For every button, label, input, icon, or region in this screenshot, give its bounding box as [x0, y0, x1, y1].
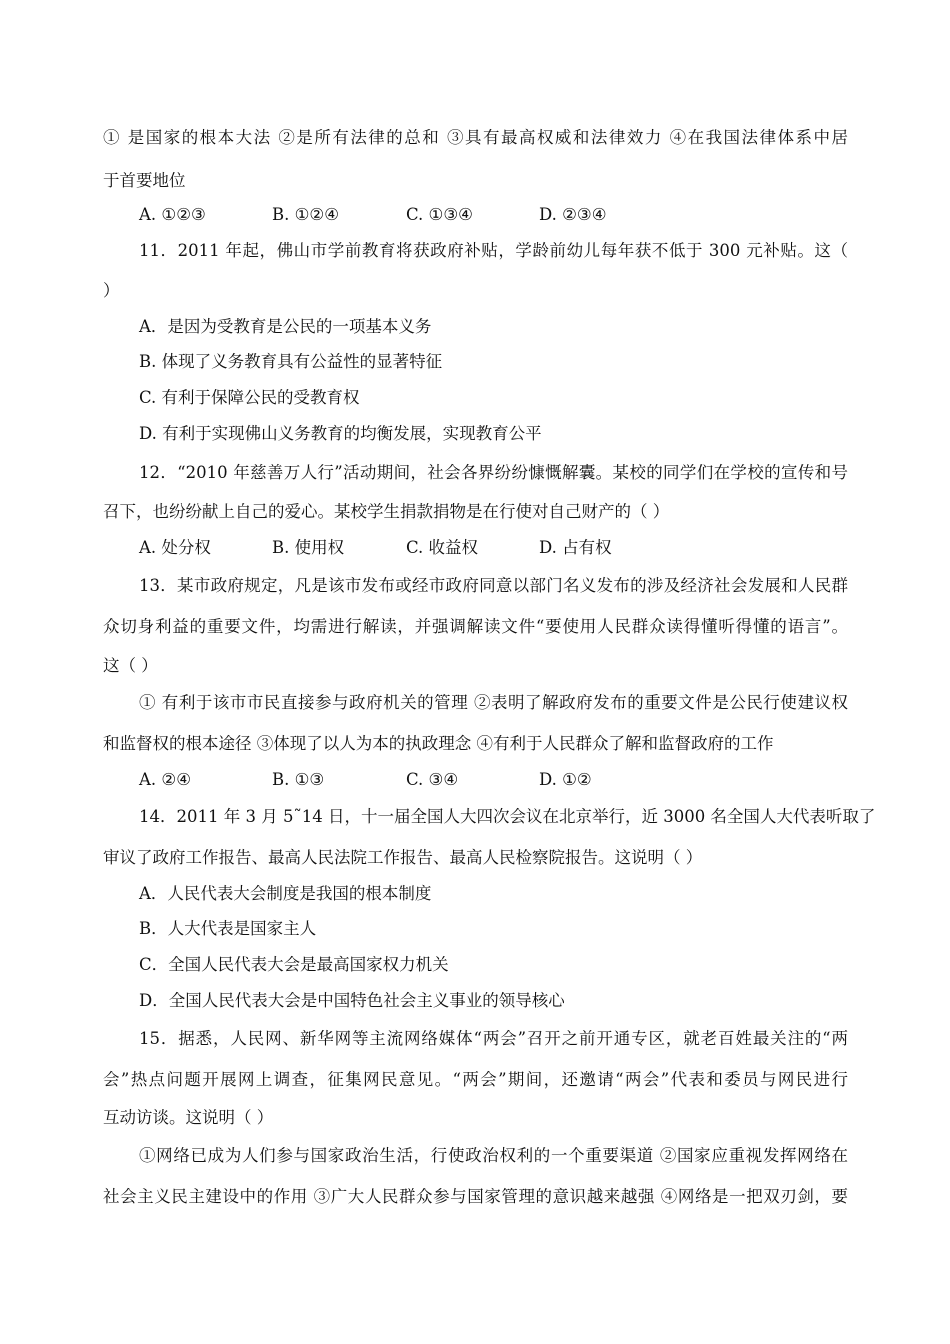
- q11-option-c: C. 有利于保障公民的受教育权: [139, 388, 360, 407]
- q15-statements-line-1: ①网络已成为人们参与国家政治生活，行使政治权利的一个重要渠道 ②国家应重视发挥网络在: [139, 1146, 848, 1165]
- q11-stem-line-1: 11．2011 年起，佛山市学前教育将获政府补贴，学龄前幼儿每年获不低于 300 元补贴。这（: [139, 241, 848, 260]
- q12-option-b: B. 使用权: [272, 538, 345, 557]
- q13-stem-line-2: 众切身利益的重要文件，均需进行解读，并强调解读文件“要使用人民群众读得懂听得懂的语言”。: [103, 617, 848, 636]
- q12-stem-line-1: 12．“2010 年慈善万人行”活动期间，社会各界纷纷慷慨解囊。某校的同学们在学校的宣传和号: [139, 463, 848, 482]
- q10-option-b: B. ①②④: [272, 205, 339, 224]
- q15-stem-line-2: 会”热点问题开展网上调查，征集网民意见。“两会”期间，还邀请“两会”代表和委员与网民进行: [103, 1070, 848, 1089]
- q10-option-a: A. ①②③: [139, 205, 206, 224]
- q14-option-c: C．全国人民代表大会是最高国家权力机关: [139, 955, 449, 974]
- q13-stem-line-3: 这（ ）: [103, 656, 158, 675]
- q11-option-d: D. 有利于实现佛山义务教育的均衡发展，实现教育公平: [139, 424, 542, 443]
- q14-option-d: D．全国人民代表大会是中国特色社会主义事业的领导核心: [139, 991, 565, 1010]
- q10-option-d: D. ②③④: [539, 205, 607, 224]
- q10-option-c: C. ①③④: [406, 205, 473, 224]
- q13-option-b: B. ①③: [272, 770, 325, 789]
- q13-statements-line-1: ① 有利于该市市民直接参与政府机关的管理 ②表明了解政府发布的重要文件是公民行使建议权: [139, 693, 848, 712]
- q11-stem-line-2: ）: [103, 281, 120, 300]
- q13-statements-line-2: 和监督权的根本途径 ③体现了以人为本的执政理念 ④有利于人民群众了解和监督政府的工作: [103, 734, 774, 753]
- q12-option-a: A. 处分权: [139, 538, 211, 557]
- q13-option-a: A. ②④: [139, 770, 191, 789]
- q12-option-d: D. 占有权: [539, 538, 612, 557]
- q15-stem-line-1: 15．据悉，人民网、新华网等主流网络媒体“两会”召开之前开通专区，就老百姓最关注的“两: [139, 1029, 848, 1048]
- q13-option-c: C. ③④: [406, 770, 459, 789]
- q11-option-a: A．是因为受教育是公民的一项基本义务: [139, 317, 432, 336]
- q14-option-a: A．人民代表大会制度是我国的根本制度: [139, 884, 432, 903]
- q12-option-c: C. 收益权: [406, 538, 479, 557]
- q12-stem-line-2: 召下，也纷纷献上自己的爱心。某校学生捐款捐物是在行使对自己财产的（ ）: [103, 502, 670, 521]
- q10-statements-line-2: 于首要地位: [103, 171, 186, 190]
- q13-stem-line-1: 13．某市政府规定，凡是该市发布或经市政府同意以部门名义发布的涉及经济社会发展和人民群: [139, 576, 848, 595]
- q15-stem-line-3: 互动访谈。这说明（ ）: [103, 1108, 274, 1127]
- q14-stem-line-2: 审议了政府工作报告、最高人民法院工作报告、最高人民检察院报告。这说明（ ）: [103, 848, 703, 867]
- q10-statements-line-1: ① 是国家的根本大法 ②是所有法律的总和 ③具有最高权威和法律效力 ④在我国法律体系中居: [103, 128, 848, 147]
- q15-statements-line-2: 社会主义民主建设中的作用 ③广大人民群众参与国家管理的意识越来越强 ④网络是一把双刃剑，要: [103, 1187, 848, 1206]
- q14-stem-line-1: 14．2011 年 3 月 5˜14 日，十一届全国人大四次会议在北京举行，近 3000 名全国人大代表听取了: [139, 807, 876, 826]
- q14-option-b: B．人大代表是国家主人: [139, 919, 317, 938]
- q11-option-b: B. 体现了义务教育具有公益性的显著特征: [139, 352, 443, 371]
- q13-option-d: D. ①②: [539, 770, 592, 789]
